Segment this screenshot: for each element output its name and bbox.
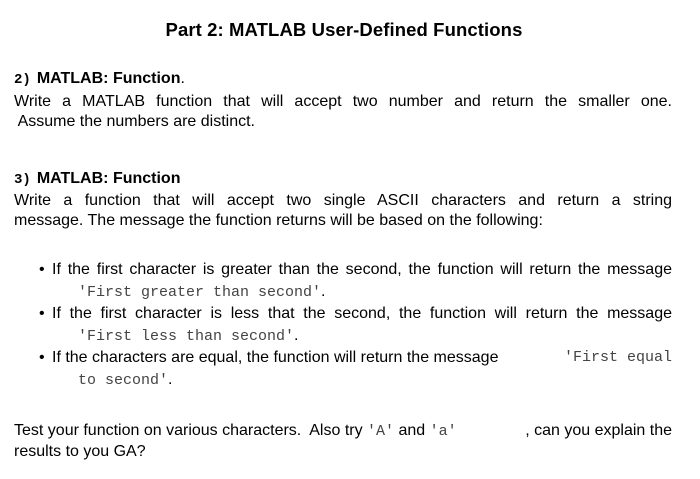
closing-code-a: 'a': [429, 423, 457, 440]
q3-bullet-list: [40, 259, 672, 391]
bullet-item-equal: [40, 347, 672, 391]
closing-line-2: results to you GA?: [14, 443, 146, 460]
bullet-3-code-b: to second': [78, 371, 169, 389]
q3-number: 3): [14, 172, 31, 188]
q2-heading-tail: .: [180, 70, 185, 87]
q3-body: [14, 191, 672, 231]
bullet-2-code-line: [52, 325, 672, 348]
page-title: Part 2: MATLAB User-Defined Functions: [165, 19, 523, 40]
closing-part-2: and: [394, 422, 430, 439]
q3-heading-text: MATLAB: Function: [36, 170, 181, 187]
bullet-dot: •: [39, 305, 45, 322]
bullet-3-code-line: [52, 369, 672, 392]
bullet-3-first-line: [52, 347, 672, 369]
bullet-3-code-a: 'First equal: [563, 349, 672, 366]
bullet-1-code: 'First greater than second': [78, 283, 322, 301]
bullet-2-tail: .: [294, 326, 299, 344]
bullet-item-less: [40, 303, 672, 347]
q2-heading: [14, 70, 185, 88]
q2-line-2: Assume the numbers are distinct.: [14, 113, 255, 130]
q2-body: [14, 92, 672, 132]
bullet-2-text: If the first character is less that the second, the function will return the message: [52, 305, 672, 322]
q2-number: 2): [14, 72, 31, 88]
bullet-item-greater: [40, 259, 672, 303]
bullet-2-code: 'First less than second': [78, 327, 295, 345]
bullet-dot: •: [39, 349, 45, 366]
closing-code-A: 'A': [367, 423, 395, 440]
q2-line-1: Write a MATLAB function that will accept two number and return the smaller one.: [14, 93, 672, 110]
bullet-3-text: If the characters are equal, the function will return the message: [52, 349, 499, 366]
closing-line-1: [14, 421, 672, 442]
closing-part-3: , can you explain the: [525, 422, 672, 439]
q3-heading: [14, 170, 180, 188]
bullet-3-tail: .: [168, 370, 173, 388]
q3-line-2: message. The message the function returns will be based on the following:: [14, 212, 543, 229]
closing-mid: [367, 421, 525, 442]
bullet-1-code-line: [52, 281, 672, 304]
bullet-1-text: If the first character is greater than the second, the function will return the message: [52, 261, 672, 278]
bullet-dot: •: [39, 261, 45, 278]
closing-part-1: Test your function on various characters. Also try: [14, 422, 368, 439]
closing-paragraph: [14, 421, 672, 462]
q3-line-1: Write a function that will accept two single ASCII characters and return a string: [14, 192, 672, 209]
q2-heading-text: MATLAB: Function: [36, 70, 181, 87]
bullet-1-tail: .: [321, 282, 326, 300]
